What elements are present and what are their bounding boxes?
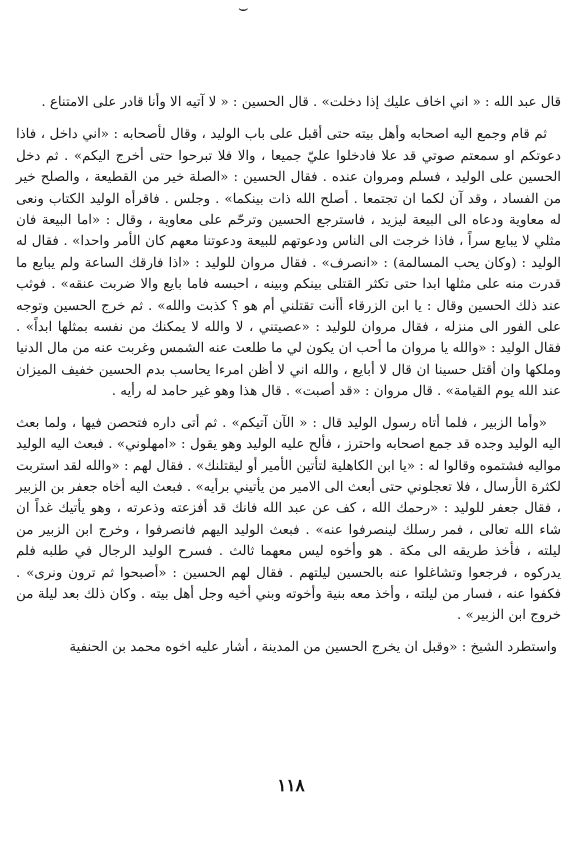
scan-artifact-mark: ⌣ bbox=[238, 0, 249, 17]
page-number: ١١٨ bbox=[277, 776, 305, 796]
paragraph-ibn-zubayr: «وأما الزبير ، فلما أتاه رسول الوليد قال : « الآن آتيكم» . ثم أتى داره فتحصن فيها ، ولما بعث اليه الوليد وجده قد جمع اصحابه واحترز ، فألح عليه الوليد وهو يقول : «امهلوني» . فبعث اليه الوليد مواليه فشتموه وقالوا له : «يا ابن الكاهلية لتأتين الأمير أو ليقتلنك» . فقال لهم : «والله لقد استربت لكثرة الأرسال ، فلا تعجلوني حتى أبعث الى الامير من يأتيني برأيه» . فبعث اليه أخاه جعفر بن الزبير ، فقال جعفر للوليد : «رحمك الله ، كف عن عبد الله فانك قد أفزعته وذعرته ، وهو يأتيك غداً ان شاء الله تعالى ، فمر رسلك لينصرفوا عنه» . فبعث الوليد اليهم فانصرفوا ، وخرج ابن الزبير من ليلته ، فأخذ طريقه الى مكة . هو وأخوه ليس معهما ثالث . فسرح الوليد الرجال في طلبه فلم يدركوه ، فرجعوا وتشاغلوا عنه بالحسين ليلتهم . فقال لهم الحسين : «أصبحوا ثم ترون ونرى» . فكفوا عنه ، فسار من ليلته ، وأخذ معه بنية وأخوته وبني أخيه وجل أهل بيته . وكان ذلك بعد ليلة من خروج ابن الزبير» . bbox=[16, 415, 562, 624]
paragraph-continuation: واستطرد الشيخ : «وقبل ان يخرج الحسين من المدينة ، أشار عليه اخوه محمد بن الحنفية bbox=[69, 639, 557, 655]
page-body bbox=[16, 92, 561, 668]
paragraph-opening: قال عبد الله : « اني اخاف عليك إذا دخلت» . قال الحسين : « لا آتيه الا وأنا قادر على الامتناع . bbox=[41, 95, 561, 110]
paragraph-husayn-walid: ثم قام وجمع اليه اصحابه وأهل بيته حتى أقبل على باب الوليد ، وقال لأصحابه : «اني داخل ، فاذا دعوتكم او سمعتم صوتي قد علا فادخلوا عليّ جميعا ، والا فلا تبرحوا حتى أخرج اليكم» . ثم دخل الحسين على الوليد ، فسلم ومروان عنده . فقال الحسين : «الصلة خير من القطيعة ، والصلح خير من الفساد ، وقد آن لكما ان تجتمعا . أصلح الله ذات بينكما» . وجلس . فاقرأه الوليد الكتاب ونعى له معاوية ودعاه الى البيعة ليزيد ، فاسترجع الحسين وترحّم على معاوية ، وقال : «اما البيعة فان مثلي لا يبايع سراً ، فاذا خرجت الى الناس ودعوتهم للبيعة ودعوتنا معهم كان الأمر واحدا» . فقال له الوليد : (وكان يحب المسالمة) : «انصرف» . فقال مروان للوليد : «اذا فارقك الساعة ولم يبايع ما قدرت منه على مثلها ابدا حتى تكثر القتلى بينكم وبينه ، احبسه فاما بايع والا ضربت عنقه» . فوثب عند ذلك الحسين وقال : يا ابن الزرقاء أأنت تقتلني أم هو ؟ كذبت والله» . ثم خرج الحسين وتوجه على الفور الى منزله ، فقال مروان للوليد : «عصيتني ، لا والله لا يمكنك من نفسه بمثلها ابداً» . فقال الوليد : «والله يا مروان ما أحب ان يكون لي ما طلعت عنه الشمس وغربت عنه من مال الدنيا وملكها وان أقتل حسينا ان قال لا أبايع ، والله اني لا أظن امرءا يحاسب بدم الحسين خفيف الميزان عند الله يوم القيامة» . قال مروان : «قد أصبت» . قال هذا وهو غير حامد له رأيه . bbox=[16, 127, 561, 400]
